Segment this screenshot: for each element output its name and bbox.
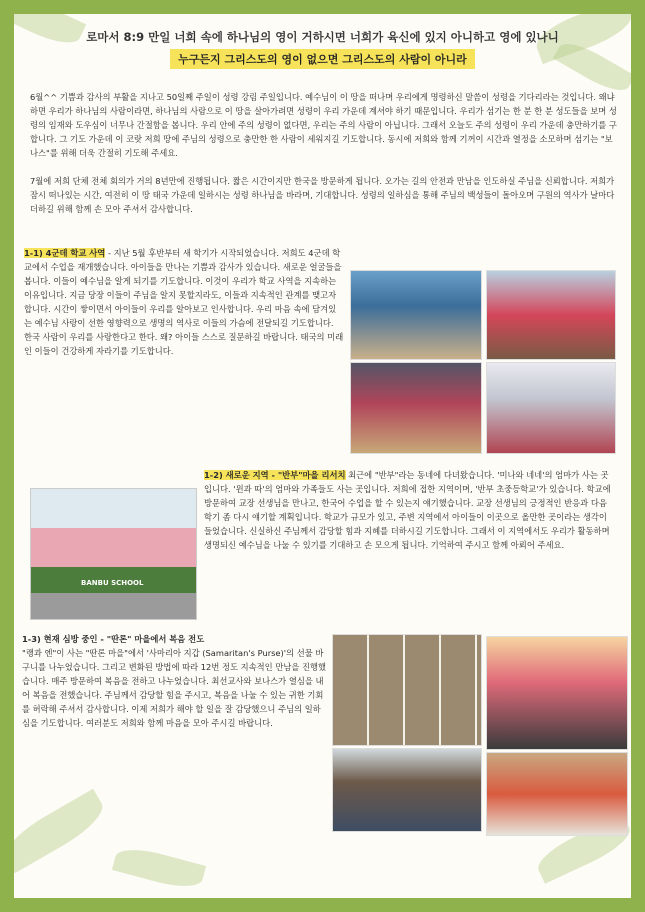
photo-kids-group bbox=[332, 748, 482, 832]
section1-text bbox=[24, 246, 344, 358]
section1-body: - 지난 5월 후반부터 새 학기가 시작되었습니다. 저희도 4군데 학교에서 수업을 재개했습니다. 아이들을 만나는 기쁨과 감사가 있습니다. 새로운 얼굴들을 봅니다. 이들이 예수님을 알게 되기를 기도합니다. 이것이 우리가 학교 사역을 지속하는 이유입니다. 지금 당장 이들이 주님을 알지 못할지라도, 이들과 지속적인 관계를 맺고자 합니다. 시간이 쌓이면서 아이들이 우리를 알아보고 인사합니다. 우리 마음 속에 담겨있는 예수님 사랑이 선한 영향력으로 생명의 역사로 이들의 가슴에 전달되길 기도합니다. 한국 사람이 우리를 사랑한다고 한다. 왜? 아이들 스스로 질문하길 바랍니다. 태국의 미래인 이들이 건강하게 자라기를 기도합니다. bbox=[24, 248, 344, 356]
section1-title: 1-1) 4군데 학교 사역 bbox=[24, 248, 106, 258]
leaf-decoration bbox=[14, 789, 110, 873]
intro-paragraph-2: 7월에 저희 단체 전체 회의가 거의 8년만에 진행됩니다. 짧은 시간이지만 한국을 방문하게 됩니다. 오가는 길의 안전과 만남을 인도하실 주님을 신뢰합니다. 저희가 잠시 떠나있는 시간, 여전히 이 땅 태국 가운데 일하시는 성령 하나님을 바라며, 기대합니다. 성령의 일하심을 통해 주님의 백성들이 돌아오며 구원의 역사가 날마다 더하길 위해 함께 손 모아 주셔서 감사합니다. bbox=[30, 176, 615, 214]
section2-text bbox=[204, 468, 616, 552]
verse-line-2: 누구든지 그리스도의 영이 없으면 그리스도의 사람이 아니라 bbox=[170, 49, 475, 69]
section2-title: 1-2) 새로운 지역 - "반부"마을 리서치 bbox=[204, 470, 346, 480]
newsletter-page bbox=[14, 14, 631, 898]
leaf-decoration bbox=[112, 843, 206, 893]
section3-text bbox=[22, 632, 328, 730]
photo-school-building bbox=[30, 488, 197, 620]
school-sign: BANBU SCHOOL bbox=[81, 579, 144, 587]
photo-children-crafts-2 bbox=[486, 752, 628, 836]
section2-body: 최근에 "반부"라는 동네에 다녀왔습니다. '미나와 네네'의 엄마가 사는 곳입니다. '윈과 따'의 엄마와 가족들도 사는 곳입니다. 저희에 접한 지역이며, '반부 초중등학교'가 있습니다. 학교에 방문하여 교장 선생님을 만나고, 한국어 수업을 할 수 있는지 얘기했습니다. 교장 선생님의 긍정적인 반응과 다음 학기 좀 다시 얘기할 계획입니다. 학교가 규모가 있고, 주변 지역에서 아이들이 이곳으로 올만한 곳이라는 생각이 들었습니다. 신실하신 주님께서 감당할 힘과 지혜를 더하시길 기도합니다. 그래서 이 지역에서도 우리가 활동하며 생명되신 예수님을 나눌 수 있기를 기대하고 손 모으게 됩니다. 기억하여 주시고 함께 아뢰어 주세요. bbox=[204, 470, 611, 550]
section3-title: 1-3) 현재 심방 중인 - "딴론" 마을에서 복음 전도 bbox=[22, 634, 205, 644]
photo-classroom-4 bbox=[486, 362, 616, 454]
photo-classroom-3 bbox=[350, 362, 482, 454]
header bbox=[14, 29, 631, 69]
verse-line-1: 로마서 8:9 만일 너희 속에 하나님의 영이 거하시면 너희가 육신에 있지 아니하고 영에 있나니 bbox=[86, 30, 559, 44]
section3-body: "랭과 엔"이 사는 "딴론 마을"에서 '사마리아 지갑 (Samaritan's Purse)'의 선물 바구니를 나누었습니다. 그리고 변화된 방법에 따라 12번 정도 지속적인 만남을 진행했습니다. 매주 방문하여 복음을 전하고 나누었습니다. 최선교사와 보나스가 열심을 내어 복음을 전했습니다. 주님께서 감당할 힘을 주시고, 복음을 나눌 수 있는 귀한 기회를 허락해 주셔서 감사합니다. 이제 저희가 해야 할 일을 잘 감당했으니 주님의 일하심을 기도합니다. 여러분도 저희와 함께 마음을 모아 주시길 바랍니다. bbox=[22, 648, 327, 728]
photo-kids-grid bbox=[332, 634, 482, 746]
photo-children-crafts-1 bbox=[486, 636, 628, 750]
photo-classroom-2 bbox=[486, 270, 616, 360]
intro-paragraph-1: 6월^^ 기쁨과 감사의 부활을 지나고 50일째 주일이 성령 강림 주일입니다. 예수님이 이 땅을 떠나며 우리에게 명령하신 말씀이 성령을 기다리라는 것입니다. 왜냐하면 우리가 하나님의 사람이라면, 하나님의 사람으로 이 땅을 살아가려면 성령이 우리 가운데 계셔야 하기 때문입니다. 우리가 섬기는 한 분 한 분 성도들을 보며 성령의 임재와 도우심이 너무나 간절함을 봅니다. 우리 안에 주의 성령이 없다면, 우리는 주의 사람이 아닙니다. 그래서 오늘도 주의 성령이 우리 가운데 충만하기를 구합니다. 그 기도 가운데 이 코랏 저희 땅에 주님의 성령으로 충만한 한 사람이 세워지길 기도합니다. 동시에 저희와 함께 기꺼이 시간과 열정을 소모하며 섬기는 "보나스"를 위해 더욱 간절히 기도해 주세요. bbox=[30, 92, 617, 158]
photo-classroom-1 bbox=[350, 270, 482, 360]
